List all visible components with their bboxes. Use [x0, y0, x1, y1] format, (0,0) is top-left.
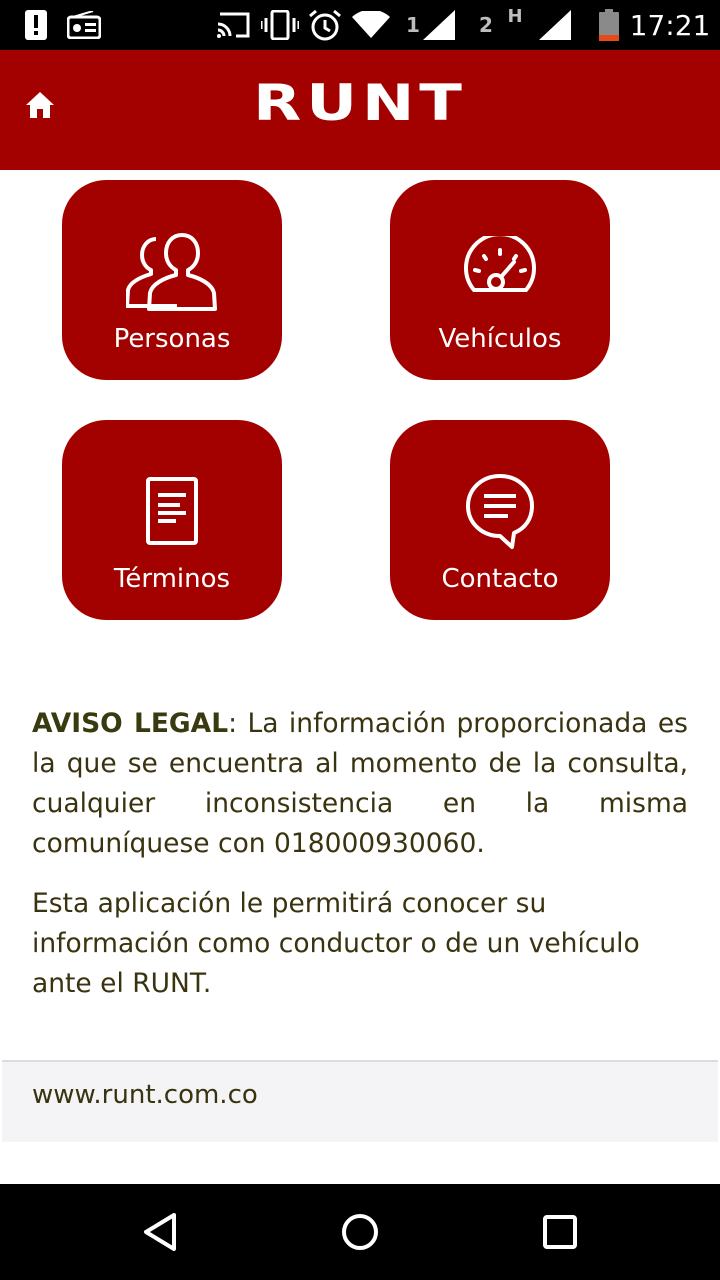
home-circle-icon: [340, 1212, 380, 1252]
legal-text: La información proporcionada es la que se encuentra al momento de la consulta, cualquier inconsistencia en la misma comuníquese con 018000930060.: [32, 708, 688, 859]
signal-icon: [422, 0, 456, 50]
navigation-bar: [0, 1184, 720, 1280]
footer: [2, 1060, 718, 1142]
tile-label: Personas: [113, 324, 231, 354]
document-icon: [144, 468, 200, 554]
vibrate-icon: [260, 0, 300, 50]
speedometer-icon: [460, 228, 540, 314]
battery-icon: [596, 0, 622, 50]
personas-button[interactable]: [62, 180, 282, 380]
status-bar: [0, 0, 720, 50]
contacto-button[interactable]: [390, 420, 610, 620]
legal-title: AVISO LEGAL: [32, 708, 229, 739]
clock: 17:21: [629, 8, 711, 42]
chat-bubble-icon: [464, 468, 536, 554]
cast-icon: [214, 0, 254, 50]
tile-label: Términos: [113, 564, 231, 594]
home-nav-button[interactable]: [336, 1208, 384, 1256]
sim2-label: 2: [479, 13, 493, 37]
vehiculos-button[interactable]: [390, 180, 610, 380]
radio-icon: [66, 0, 102, 50]
back-icon: [142, 1212, 178, 1252]
website-link[interactable]: www.runt.com.co: [32, 1080, 258, 1110]
runt-logo: RUNT: [253, 74, 467, 132]
legal-notice: [32, 704, 688, 864]
wifi-icon: [350, 0, 392, 50]
back-button[interactable]: [136, 1208, 184, 1256]
sim1-label: 1: [406, 13, 420, 37]
people-icon: [126, 228, 218, 314]
app-header: [0, 50, 720, 170]
recents-icon: [542, 1214, 578, 1250]
tile-label: Contacto: [441, 564, 559, 594]
recents-button[interactable]: [536, 1208, 584, 1256]
signal-icon: [538, 0, 572, 50]
legal-separator: :: [228, 708, 238, 739]
app-description: Esta aplicación le permitirá conocer su información como conductor o de un vehículo ante el RUNT.: [32, 888, 640, 999]
alert-icon: [22, 0, 50, 50]
tile-label: Vehículos: [438, 324, 562, 354]
terminos-button[interactable]: [62, 420, 282, 620]
network-type-label: H: [507, 6, 523, 27]
alarm-icon: [306, 0, 344, 50]
